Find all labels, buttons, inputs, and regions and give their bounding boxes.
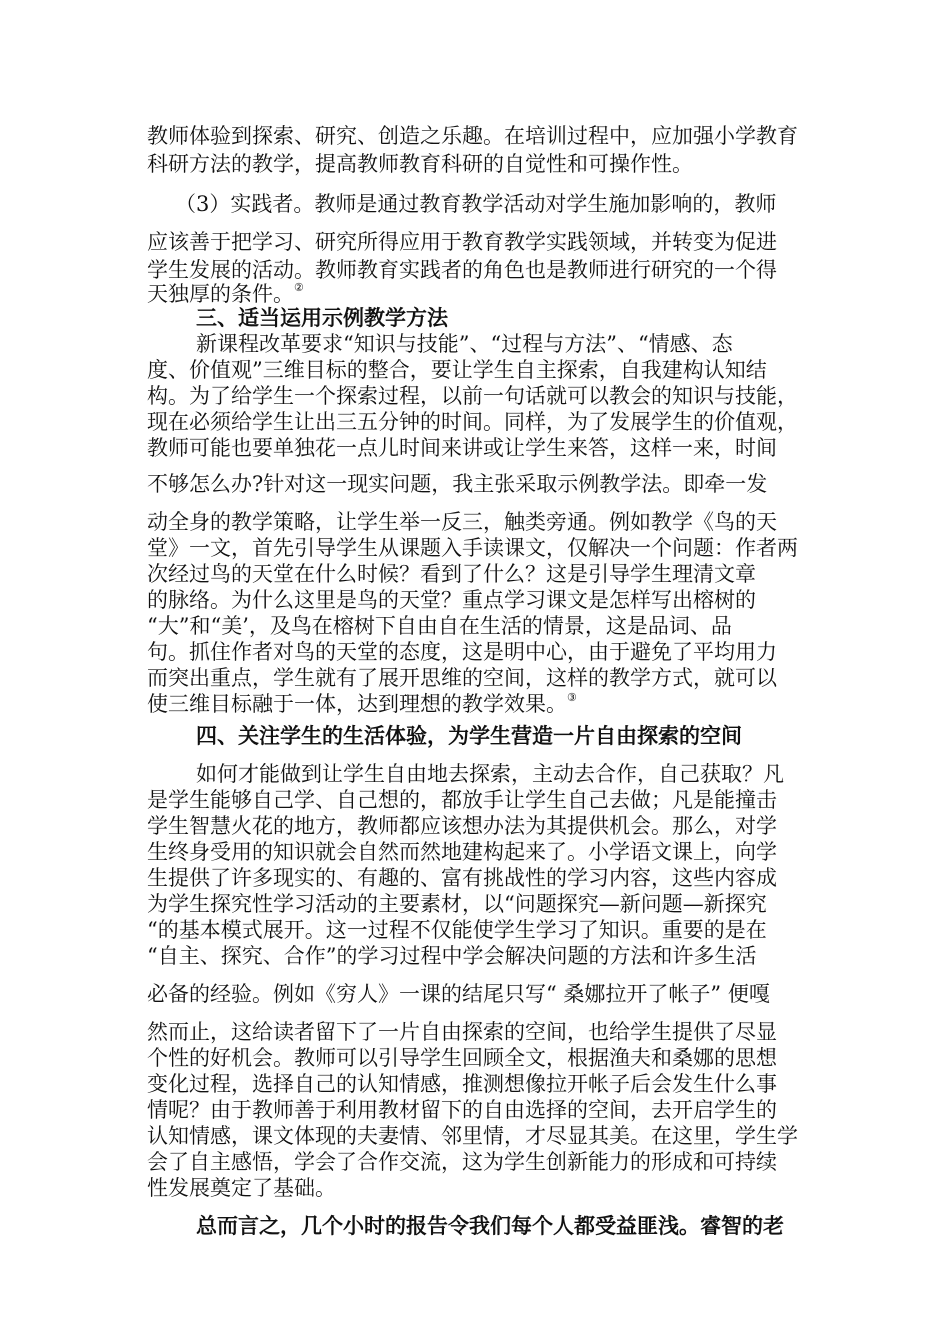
body-line: 应该善于把学习、研究所得应用于教育教学实践领域，并转变为促进 <box>147 230 777 254</box>
footnote-marker: ③ <box>567 691 577 704</box>
body-line: 构。为了给学生一个探索过程，以前一句话就可以教会的知识与技能， <box>147 384 798 408</box>
body-line: 教师可能也要单独花一点儿时间来讲或让学生来答，这样一来，时间 <box>147 436 777 460</box>
section-heading-3: 三、适当运用示例教学方法 <box>196 305 448 330</box>
footnote-marker: ② <box>294 281 304 294</box>
body-line: 学生智慧火花的地方，教师都应该想办法为其提供机会。那么，对学 <box>147 814 777 838</box>
body-line: 情呢？由于教师善于利用教材留下的自由选择的空间，去开启学生的 <box>147 1098 777 1122</box>
body-line: “自主、探究、合作”的学习过程中学会解决问题的方法和许多生活 <box>147 944 757 968</box>
body-line: 次经过鸟的天堂在什么时候？看到了什么？这是引导学生理清文章 <box>147 562 756 586</box>
body-line: 为学生探究性学习活动的主要素材，以“问题探究—新问题—新探究 <box>147 892 767 916</box>
body-line: 性发展奠定了基础。 <box>147 1176 336 1200</box>
body-line: 生终身受用的知识就会自然而然地建构起来了。小学语文课上，向学 <box>147 840 777 864</box>
body-line: 科研方法的教学，提高教师教育科研的自觉性和可操作性。 <box>147 152 693 176</box>
body-line: 是学生能够自己学、自己想的，都放手让学生自己去做；凡是能撞击 <box>147 788 777 812</box>
body-line: 动全身的教学策略，让学生举一反三，触类旁通。例如教学《鸟的天 <box>147 510 777 534</box>
body-line: 然而止，这给读者留下了一片自由探索的空间，也给学生提供了尽显 <box>147 1020 777 1044</box>
paragraph-first-line: 新课程改革要求“知识与技能”、“过程与方法”、“情感、态 <box>196 332 733 356</box>
body-line: 而突出重点，学生就有了展开思维的空间，这样的教学方式，就可以 <box>147 666 777 690</box>
body-line: 变化过程，选择自己的认知情感，推测想像拉开帐子后会发生什么事 <box>147 1072 777 1096</box>
body-line: 度、价值观”三维目标的整合，要让学生自主探索，自我建构认知结 <box>147 358 767 382</box>
paragraph-first-line: 总而言之，几个小时的报告令我们每个人都受益匪浅。睿智的老 <box>196 1213 784 1238</box>
body-line <box>147 690 827 718</box>
body-line: 学生发展的活动。教师教育实践者的角色也是教师进行研究的一个得 <box>147 258 777 282</box>
line-text: 使三维目标融于一体，达到理想的教学效果。 <box>147 692 567 716</box>
body-line: 生提供了许多现实的、有趣的、富有挑战性的学习内容，这些内容成 <box>147 866 777 890</box>
body-line: 的脉络。为什么这里是鸟的天堂？重点学习课文是怎样写出榕树的 <box>147 588 756 612</box>
paragraph-first-line: 如何才能做到让学生自由地去探索，主动去合作，自己获取？凡 <box>196 762 784 786</box>
body-line: 认知情感，课文体现的夫妻情、邻里情，才尽显其美。在这里，学生学 <box>147 1124 798 1148</box>
paragraph-first-line: （3）实践者。教师是通过教育教学活动对学生施加影响的，教师 <box>175 192 777 216</box>
body-line: 教师体验到探索、研究、创造之乐趣。在培训过程中，应加强小学教育 <box>147 124 798 148</box>
body-line: 现在必须给学生让出三五分钟的时间。同样，为了发展学生的价值观， <box>147 410 798 434</box>
body-line: 不够怎么办?针对这一现实问题，我主张采取示例教学法。即牵一发 <box>147 472 768 496</box>
body-line: 会了自主感悟，学会了合作交流，这为学生创新能力的形成和可持续 <box>147 1150 777 1174</box>
section-heading-4: 四、关注学生的生活体验，为学生营造一片自由探索的空间 <box>196 723 742 748</box>
body-line: 句。抓住作者对鸟的天堂的态度，这是明中心，由于避免了平均用力 <box>147 640 777 664</box>
body-line: “大”和“美’，及鸟在榕树下自由自在生活的情景，这是品词、品 <box>147 614 732 638</box>
line-text: 天独厚的条件。 <box>147 282 294 306</box>
body-line: 必备的经验。例如《穷人》一课的结尾只写“ 桑娜拉开了帐子” 便嘎 <box>147 982 770 1006</box>
body-line: “的基本模式展开。这一过程不仅能使学生学习了知识。重要的是在 <box>147 918 767 942</box>
body-line: 堂》一文，首先引导学生从课题入手读课文，仅解决一个问题：作者两 <box>147 536 798 560</box>
body-line: 个性的好机会。教师可以引导学生回顾全文，根据渔夫和桑娜的思想 <box>147 1046 777 1070</box>
